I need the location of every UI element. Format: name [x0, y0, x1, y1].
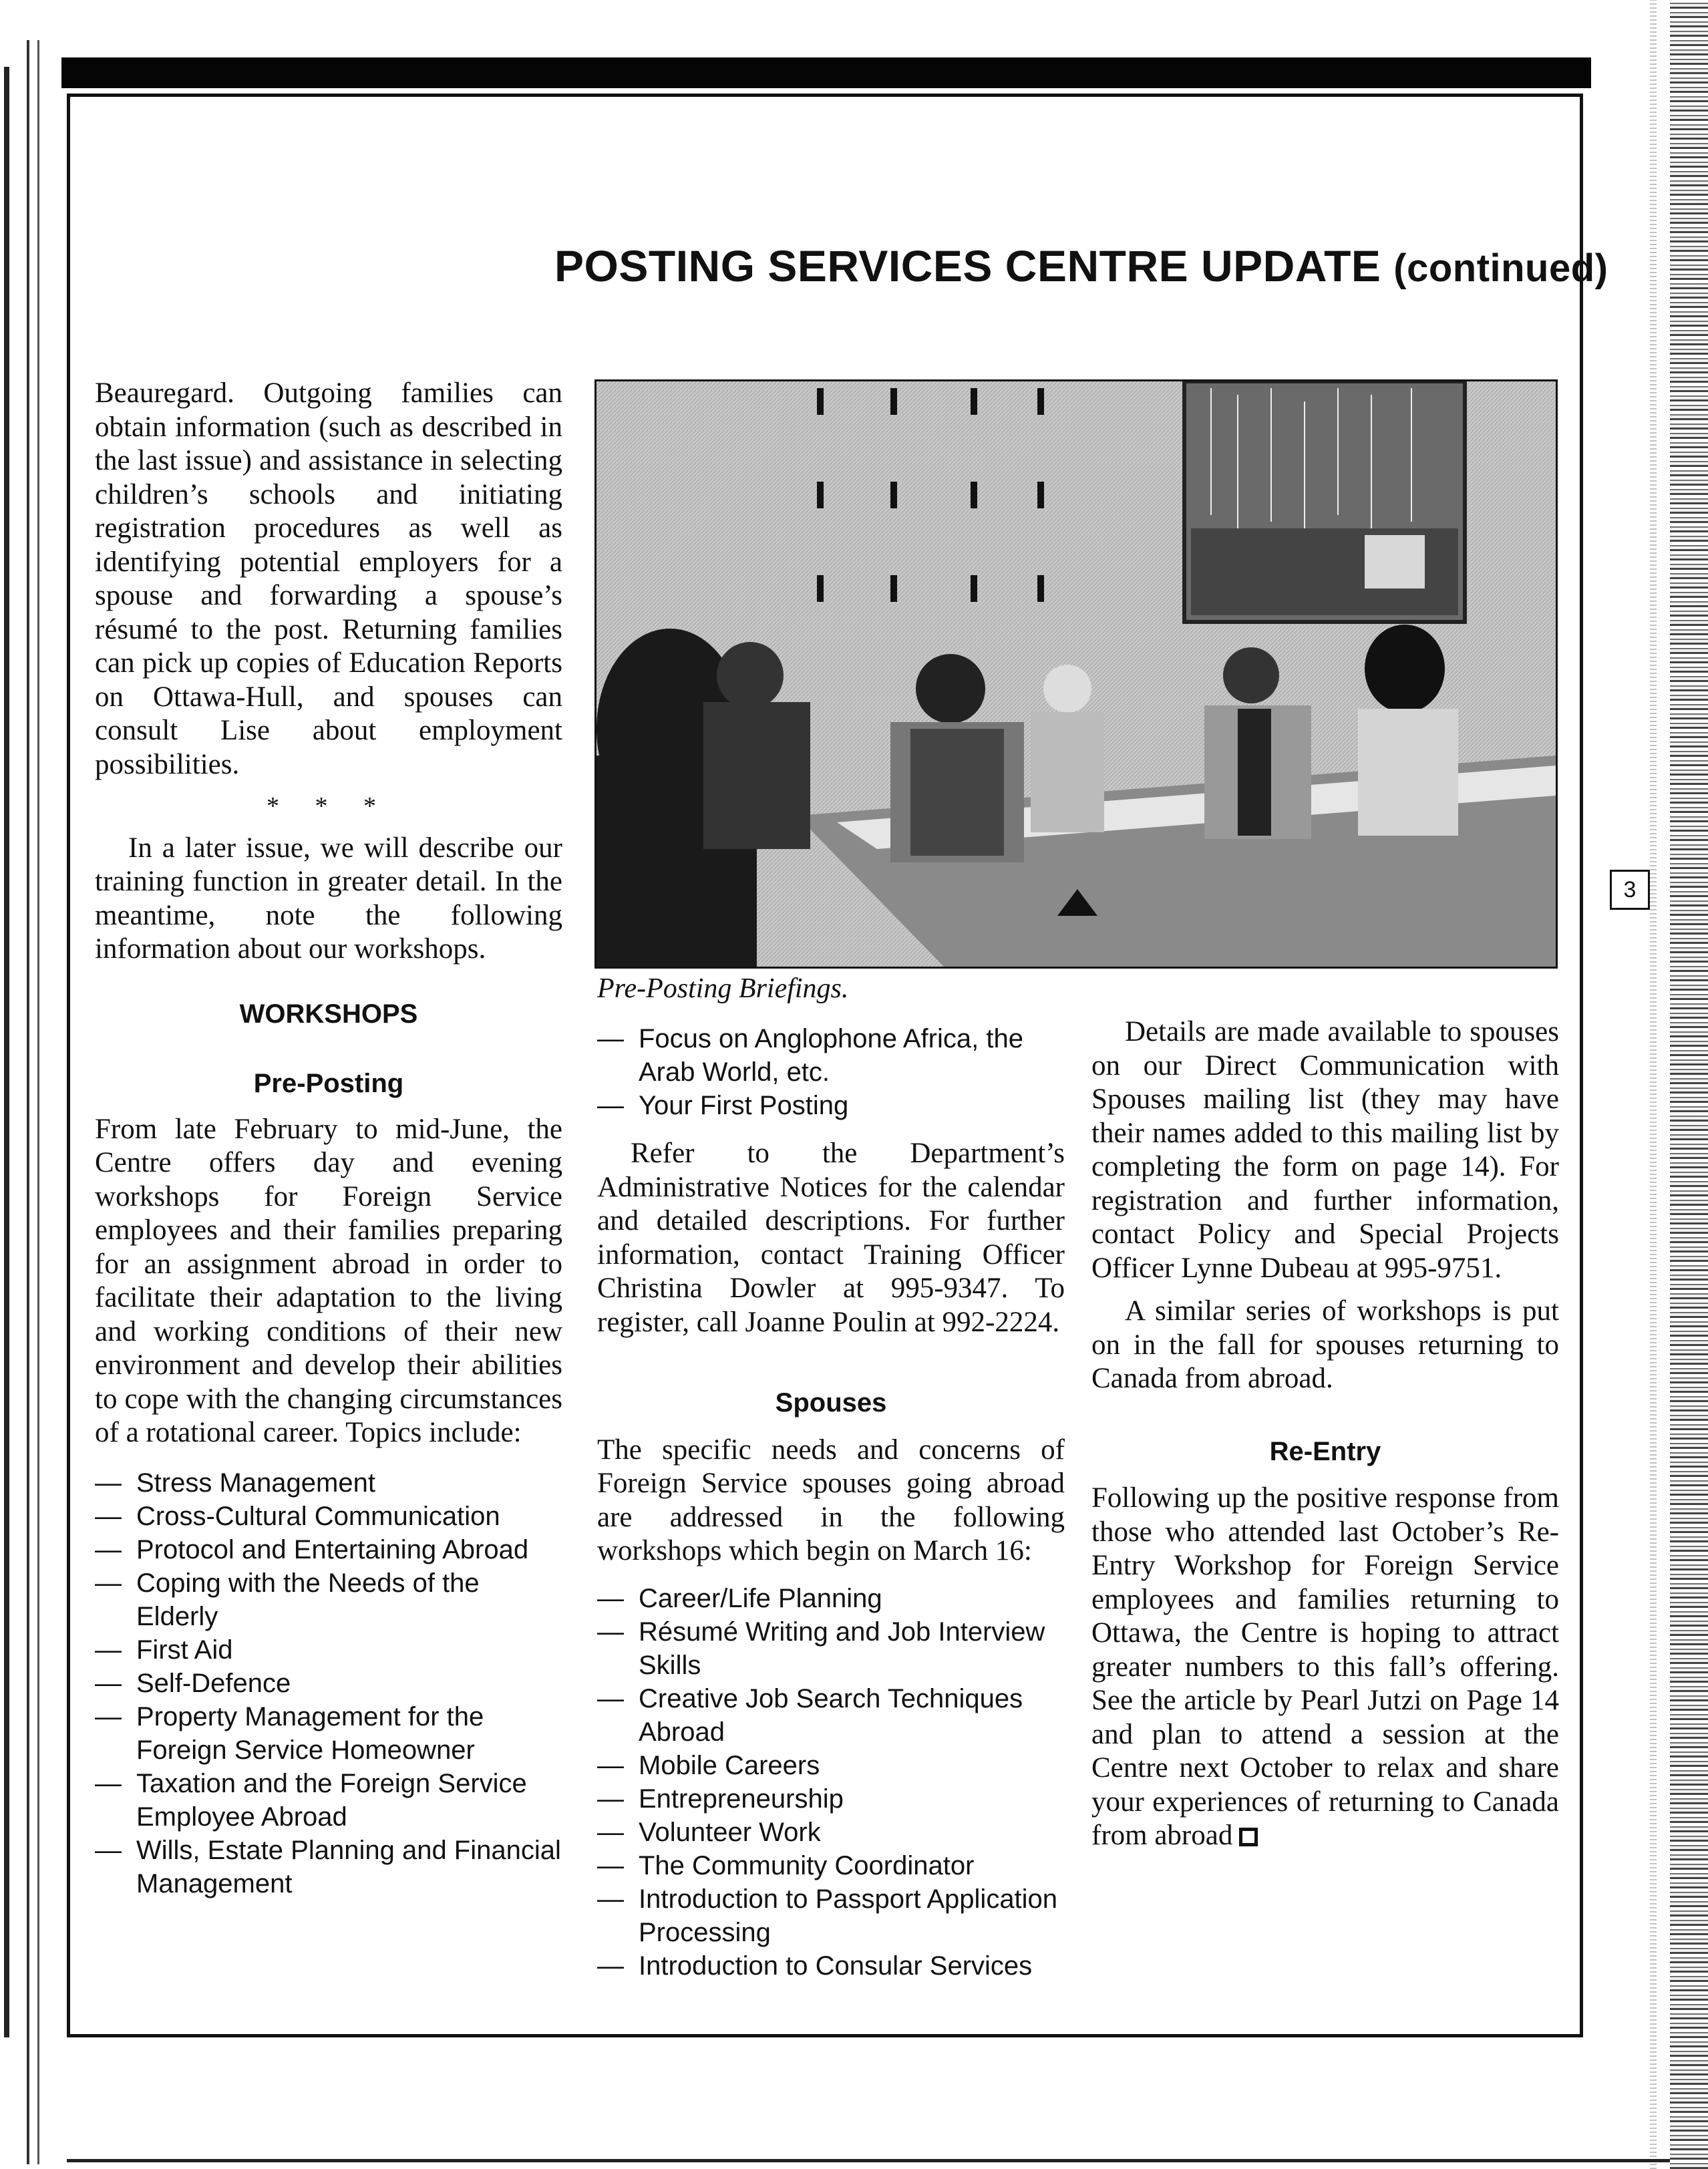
page-binding-edge [0, 0, 48, 2169]
scan-edge-right [1670, 0, 1708, 2169]
bottom-rule [67, 2159, 1670, 2162]
list-item: — Introduction to Passport Application Processing [597, 1884, 1058, 1947]
similar-series-paragraph: A similar series of workshops is put on in the fall for spouses returning to Canada from abroad. [1091, 1295, 1559, 1394]
spouse-workshops-list [597, 1582, 1065, 1983]
list-item: — Your First Posting [597, 1091, 849, 1120]
list-item: — Stress Management [95, 1468, 375, 1498]
list-item: — Wills, Estate Planning and Financial Management [95, 1835, 561, 1898]
page-title-main: POSTING SERVICES CENTRE UPDATE [554, 241, 1381, 291]
workshops-heading: WORKSHOPS [239, 999, 418, 1029]
list-item: — Focus on Anglophone Africa, the Arab World, etc. [597, 1024, 1023, 1087]
reentry-paragraph: Following up the positive response from those who attended last October’s Re-Entry Workshop for Foreign Service employees and families returning to Ottawa, the Centre is hoping to attract greater numbers to this fall’s offering. See the article by Pearl Jutzi on Page 14 and plan to attend a session at the Centre next October to relax and share your experiences of returning to Canada from abroad [1091, 1482, 1559, 1851]
list-item: — Cross-Cultural Communication [95, 1501, 500, 1531]
list-item: — The Community Coordinator [597, 1850, 975, 1880]
list-item: — Volunteer Work [597, 1817, 821, 1847]
list-item: — Creative Job Search Techniques Abroad [597, 1683, 1023, 1747]
photo-caption: Pre-Posting Briefings. [597, 973, 849, 1004]
list-item: — Protocol and Entertaining Abroad [95, 1534, 529, 1564]
preposting-paragraph: From late February to mid-June, the Centre offers day and evening workshops for Foreign Service employees and their families preparing for an assignment abroad in order to facilitate their adaptation to the living and working conditions of their new environment and develop their abilities to cope with the changing circumstances of a rotational career. Topics include: [95, 1113, 562, 1448]
column-left [95, 377, 562, 1900]
preposting-topics-continued [597, 1022, 1065, 1122]
page-number-box: 3 [1610, 870, 1650, 910]
list-item: — Coping with the Needs of the Elderly [95, 1568, 480, 1631]
list-item: — Introduction to Consular Services [597, 1951, 1033, 1981]
section-separator: * * * [267, 792, 391, 820]
spouses-paragraph: The specific needs and concerns of Foreign Service spouses going abroad are addressed in the following workshops which begin on March 16: [597, 1434, 1065, 1566]
list-item: — Résumé Writing and Job Interview Skills [597, 1617, 1045, 1680]
list-item: — Taxation and the Foreign Service Employee Abroad [95, 1768, 527, 1832]
list-item: — First Aid [95, 1635, 233, 1665]
list-item: — Career/Life Planning [597, 1583, 882, 1613]
refer-paragraph: Refer to the Department’s Administrative Notices for the calendar and detailed descriptions. For further information, contact Training Officer Christina Dowler at 995-9347. To register, call Joanne Poulin at 992-2224. [597, 1138, 1065, 1338]
briefing-photo-image [596, 381, 1556, 967]
page-title-continued: (continued) [1393, 246, 1608, 290]
header-rule [61, 57, 1591, 88]
spouses-heading: Spouses [775, 1388, 887, 1417]
page-title [554, 240, 1608, 291]
briefing-photo [594, 379, 1558, 969]
list-item: — Mobile Careers [597, 1750, 820, 1780]
later-issue-paragraph: In a later issue, we will describe our training function in greater detail. In the meantime, note the following information about our workshops. [95, 832, 562, 965]
details-paragraph: Details are made available to spouses on our Direct Communication with Spouses mailing list (they may have their names added to this mailing list by completing the form on page 14). For registration and further information, contact Policy and Special Projects Officer Lynne Dubeau at 995-9751. [1091, 1016, 1559, 1284]
column-right [1091, 1015, 1559, 1853]
scan-edge-right-inner [1650, 0, 1657, 2169]
intro-paragraph: Beauregard. Outgoing families can obtain information (such as described in the last issue) and assistance in selecting children’s schools and initiating registration procedures as well as identifying potential employers for a spouse and forwarding a spouse’s résumé to the post. Returning families can pick up copies of Education Reports on Ottawa-Hull, and spouses can consult Lise about employment possibilities. [95, 377, 562, 780]
column-middle [597, 1022, 1065, 1983]
preposting-heading: Pre-Posting [253, 1069, 404, 1098]
reentry-heading: Re-Entry [1269, 1436, 1381, 1466]
list-item: — Self-Defence [95, 1668, 291, 1698]
list-item: — Entrepreneurship [597, 1784, 844, 1814]
end-of-article-icon [1239, 1828, 1258, 1846]
preposting-topics-list [95, 1466, 562, 1900]
list-item: — Property Management for the Foreign Service Homeowner [95, 1701, 484, 1765]
